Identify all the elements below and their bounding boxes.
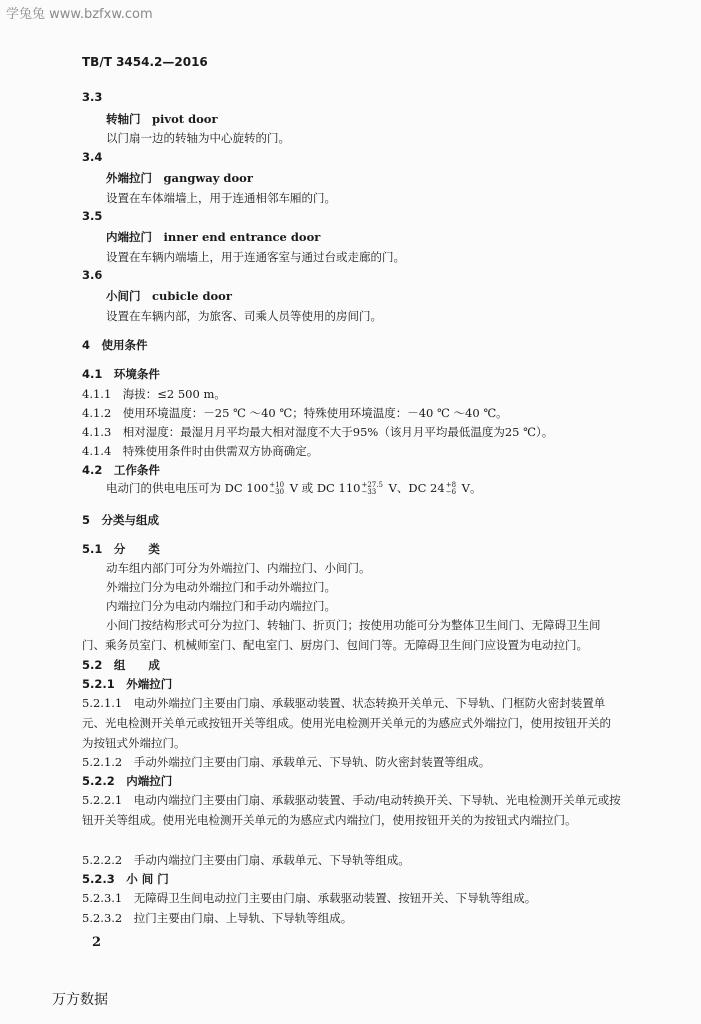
tolerance-upper: +27.5 bbox=[361, 481, 383, 489]
clause-4-1-4: 4.1.4 特殊使用条件时由供需双方协商确定。 bbox=[82, 444, 319, 458]
page-number: 2 bbox=[92, 935, 102, 950]
term-definition: 设置在车辆内端墙上，用于连通客室与通过台或走廊的门。 bbox=[106, 250, 405, 264]
document-code: TB/T 3454.2—2016 bbox=[82, 55, 208, 69]
term-number: 3.4 bbox=[82, 150, 103, 164]
footer-source: 万方数据 bbox=[52, 992, 108, 1008]
section-5-2-2-heading: 5.2.2 内端拉门 bbox=[82, 774, 173, 788]
term-definition: 设置在车体端墙上，用于连通相邻车厢的门。 bbox=[106, 191, 336, 205]
clause-4-1-3: 4.1.3 相对湿度：最湿月月平均最大相对湿度不大于95%（该月月平均最低温度为25 ℃）。 bbox=[82, 425, 554, 439]
term-title: 小间门 cubicle door bbox=[106, 289, 232, 303]
term-number: 3.3 bbox=[82, 90, 103, 104]
clause-5-2-3-2: 5.2.3.2 拉门主要由门扇、上导轨、下导轨等组成。 bbox=[82, 911, 353, 925]
voltage-text: 电动门的供电电压可为 DC 100 bbox=[106, 481, 269, 495]
tolerance-3 bbox=[446, 482, 456, 496]
clause-5-2-2-2: 5.2.2.2 手动内端拉门主要由门扇、承载单元、下导轨等组成。 bbox=[82, 853, 410, 867]
section-5-2-3-heading: 5.2.3 小 间 门 bbox=[82, 872, 169, 886]
section-5-heading: 5 分类与组成 bbox=[82, 513, 160, 527]
clause-5-2-3-1: 5.2.3.1 无障碍卫生间电动拉门主要由门扇、承载驱动装置、按钮开关、下导轨等组成。 bbox=[82, 891, 537, 905]
tolerance-upper: +10 bbox=[269, 481, 285, 489]
tolerance-lower: −30 bbox=[269, 488, 285, 496]
paragraph: 小间门按结构形式可分为拉门、转轴门、折页门；按使用功能可分为整体卫生间门、无障碍卫生间门、乘务员室门、机械师室门、配电室门、厨房门、包间门等。无障碍卫生间门应设置为电动拉门。 bbox=[82, 618, 601, 652]
section-5-1-heading: 5.1 分 类 bbox=[82, 542, 160, 556]
section-4-2-heading: 4.2 工作条件 bbox=[82, 463, 160, 477]
clause-5-2-1-2: 5.2.1.2 手动外端拉门主要由门扇、承载单元、下导轨、防火密封装置等组成。 bbox=[82, 755, 491, 769]
tolerance-lower: −6 bbox=[445, 488, 457, 496]
term-title: 转轴门 pivot door bbox=[106, 112, 218, 126]
term-title: 内端拉门 inner end entrance door bbox=[106, 230, 321, 244]
tolerance-lower: −33 bbox=[361, 488, 377, 496]
term-definition: 以门扇一边的转轴为中心旋转的门。 bbox=[106, 131, 290, 145]
watermark: 学兔兔 www.bzfxw.com bbox=[6, 7, 153, 22]
section-5-2-heading: 5.2 组 成 bbox=[82, 658, 160, 672]
paragraph: 外端拉门分为电动外端拉门和手动外端拉门。 bbox=[106, 580, 336, 594]
clause-5-2-2-1: 5.2.2.1 电动内端拉门主要由门扇、承载驱动装置、手动/电动转换开关、下导轨、光电检测开关单元或按钮开关等组成。使用光电检测开关单元的为感应式内端拉门，使用按钮开关的为按钮式内端拉门。 bbox=[82, 793, 621, 827]
voltage-text: V、DC 24 bbox=[384, 481, 445, 495]
clause-4-1-1: 4.1.1 海拔：≤2 500 m。 bbox=[82, 387, 226, 401]
voltage-text: V 或 DC 110 bbox=[286, 481, 361, 495]
term-number: 3.5 bbox=[82, 209, 103, 223]
section-4-1-heading: 4.1 环境条件 bbox=[82, 367, 160, 381]
tolerance-2 bbox=[361, 482, 382, 496]
term-definition: 设置在车辆内部，为旅客、司乘人员等使用的房间门。 bbox=[106, 309, 382, 323]
paragraph: 动车组内部门可分为外端拉门、内端拉门、小间门。 bbox=[106, 561, 371, 575]
section-4-heading: 4 使用条件 bbox=[82, 338, 148, 352]
tolerance-1 bbox=[269, 482, 284, 496]
paragraph: 内端拉门分为电动内端拉门和手动内端拉门。 bbox=[106, 599, 336, 613]
section-5-2-1-heading: 5.2.1 外端拉门 bbox=[82, 677, 173, 691]
clause-5-2-1-1: 5.2.1.1 电动外端拉门主要由门扇、承载驱动装置、状态转换开关单元、下导轨、门框防火密封装置单元、光电检测开关单元或按钮开关等组成。使用光电检测开关单元的为感应式外端拉门，使用按钮开关的为按钮式外端拉门。 bbox=[82, 696, 611, 750]
voltage-text: V。 bbox=[458, 481, 482, 495]
tolerance-upper: +8 bbox=[445, 481, 457, 489]
clause-4-1-2: 4.1.2 使用环境温度：－25 ℃ ～40 ℃；特殊使用环境温度：－40 ℃ ～40 ℃。 bbox=[82, 406, 508, 420]
term-title: 外端拉门 gangway door bbox=[106, 171, 253, 185]
term-number: 3.6 bbox=[82, 268, 103, 282]
voltage-sentence bbox=[106, 480, 482, 496]
